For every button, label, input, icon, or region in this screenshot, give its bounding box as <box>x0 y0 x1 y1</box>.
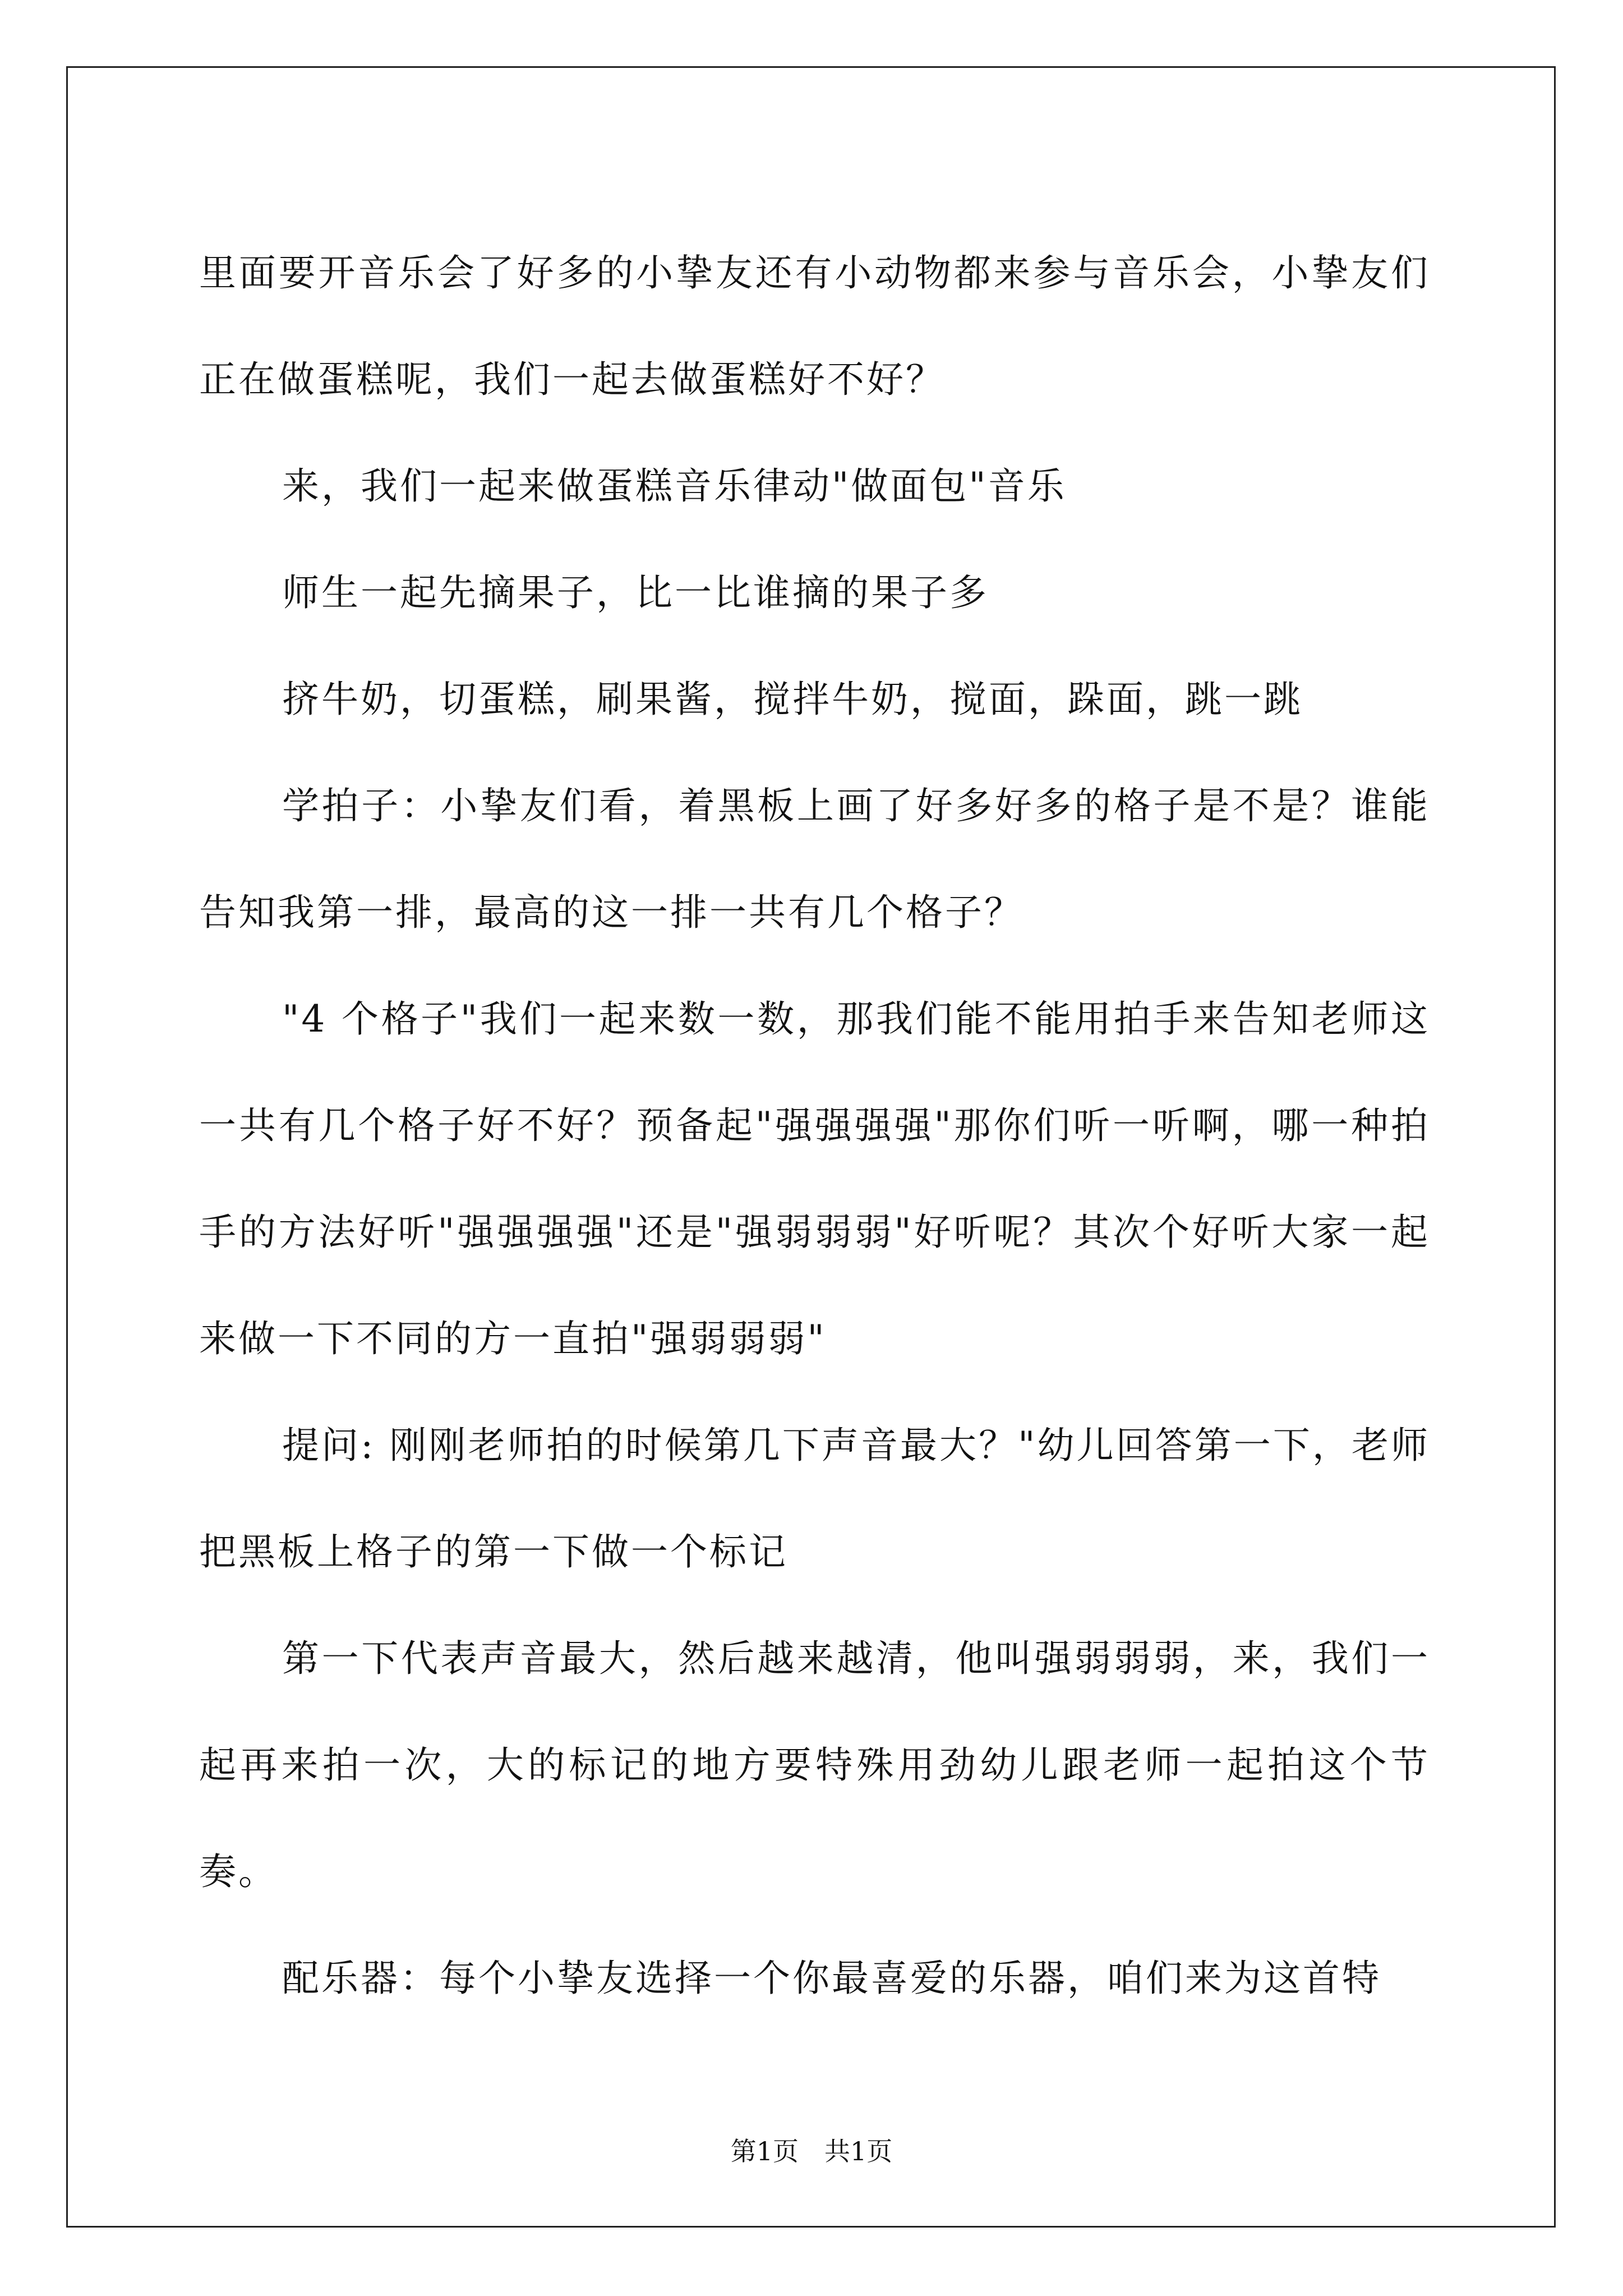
paragraph-3: 师生一起先摘果子，比一比谁摘的果子多 <box>282 571 989 614</box>
paragraph-5: 学拍子：小挚友们看，着黑板上画了好多好多的格子是不是？谁能告知我第一排，最高的这一排一共有几个格子？ <box>199 784 1430 934</box>
paragraph-2: 来，我们一起来做蛋糕音乐律动"做面包"音乐 <box>282 464 1067 508</box>
paragraph-9: 配乐器：每个小挚友选择一个你最喜爱的乐器，咱们来为这首特 <box>282 1957 1381 2000</box>
paragraph-8: 第一下代表声音最大，然后越来越清，他叫强弱弱弱，来，我们一起再来拍一次，大的标记的地方要特殊用劲幼儿跟老师一起拍这个节奏。 <box>199 1637 1430 1893</box>
paragraph-7: 提问: 刚刚老师拍的时候第几下声音最大？"幼儿回答第一下，老师把黑板上格子的第一下做一个标记 <box>199 1424 1430 1573</box>
paragraph-4: 挤牛奶，切蛋糕，刷果酱，搅拌牛奶，搅面，跺面，跳一跳 <box>282 678 1303 721</box>
paragraph-6: "4 个格子"我们一起来数一数，那我们能不能用拍手来告知老师这一共有几个格子好不好？预备起"强强强强"那你们听一听啊，哪一种拍手的方法好听"强强强强"还是"强弱弱弱"好听呢？其次个好听大家一起来做一下不同的方一直拍"强弱弱弱" <box>199 997 1430 1360</box>
page-footer: 第1页 共1页 <box>730 2136 893 2166</box>
document-body <box>199 220 1430 2032</box>
paragraph-1: 里面要开音乐会了好多的小挚友还有小动物都来参与音乐会，小挚友们正在做蛋糕呢，我们一起去做蛋糕好不好？ <box>199 251 1430 401</box>
